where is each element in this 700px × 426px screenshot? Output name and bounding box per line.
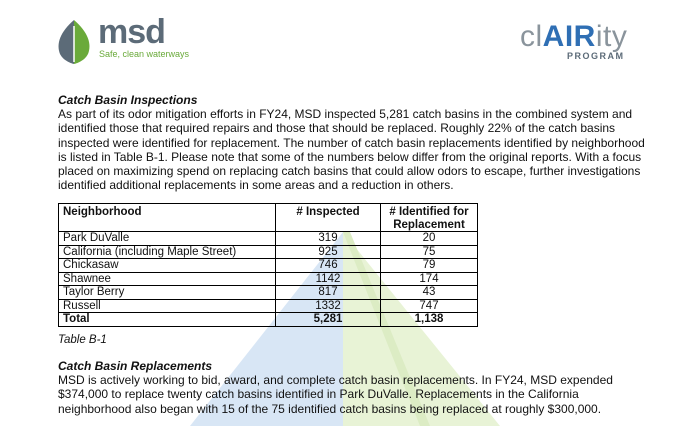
inspections-heading: Catch Basin Inspections	[58, 93, 198, 107]
cell-inspected: 746	[276, 259, 381, 273]
replacements-body: MSD is actively working to bid, award, and complete catch basin replacements. In FY24, MSD expended $374,000 to replace twenty catch basins identified in Park DuValle. Replacements in the California neighborhood also began with 15 of the 75 identified catch basins being replaced at roughly $300,000.	[58, 373, 613, 416]
cell-neighborhood: Russell	[59, 299, 276, 313]
cell-identified: 174	[381, 272, 478, 286]
msd-tagline: Safe, clean waterways	[99, 49, 190, 59]
header-neighborhood: Neighborhood	[59, 204, 276, 232]
replacements-section	[58, 359, 648, 416]
table-row	[59, 245, 478, 259]
clarity-suffix: ity	[595, 20, 628, 53]
cell-identified: 747	[381, 299, 478, 313]
table-row	[59, 232, 478, 246]
cell-neighborhood: Chickasaw	[59, 259, 276, 273]
msd-logo	[54, 13, 194, 64]
table-header-row	[59, 204, 478, 232]
clarity-air: AIR	[542, 20, 596, 53]
cell-inspected: 1142	[276, 272, 381, 286]
clarity-program-label: PROGRAM	[567, 51, 625, 61]
cell-identified: 79	[381, 259, 478, 273]
cell-inspected: 925	[276, 245, 381, 259]
cell-neighborhood: Park DuValle	[59, 232, 276, 246]
table-row	[59, 299, 478, 313]
total-inspected: 5,281	[276, 313, 381, 327]
clarity-program-logo	[520, 22, 640, 62]
header-inspected: # Inspected	[276, 204, 381, 232]
cell-inspected: 1332	[276, 299, 381, 313]
table-total-row	[59, 313, 478, 327]
total-identified: 1,138	[381, 313, 478, 327]
leaf-icon	[54, 18, 94, 64]
table-caption: Table B-1	[58, 334, 107, 346]
cell-inspected: 319	[276, 232, 381, 246]
cell-inspected: 817	[276, 286, 381, 300]
cell-neighborhood: Taylor Berry	[59, 286, 276, 300]
cell-neighborhood: California (including Maple Street)	[59, 245, 276, 259]
catch-basin-table	[58, 203, 478, 327]
replacements-heading: Catch Basin Replacements	[58, 359, 213, 373]
inspections-section	[58, 93, 648, 192]
msd-logo-text: msd	[98, 13, 165, 51]
table-row	[59, 272, 478, 286]
inspections-body: As part of its odor mitigation efforts in FY24, MSD inspected 5,281 catch basins in the combined system and identified those that required repairs and those that should be replaced. Roughly 22% of the catch basins inspected were identified for replacement. The number of catch basin replacements identified by neighborhood is listed in Table B-1. Please note that some of the numbers below differ from the original reports. With a focus placed on maximizing spend on replacing catch basins that could allow odors to escape, further investigations identified additional replacements in some areas and a reduction in others.	[58, 107, 645, 193]
table-row	[59, 259, 478, 273]
cell-identified: 20	[381, 232, 478, 246]
cell-neighborhood: Shawnee	[59, 272, 276, 286]
header-identified: # Identified for Replacement	[381, 204, 478, 232]
table-row	[59, 286, 478, 300]
clarity-wordmark	[520, 22, 640, 52]
clarity-prefix: cl	[520, 20, 543, 53]
cell-identified: 43	[381, 286, 478, 300]
total-label: Total	[59, 313, 276, 327]
cell-identified: 75	[381, 245, 478, 259]
